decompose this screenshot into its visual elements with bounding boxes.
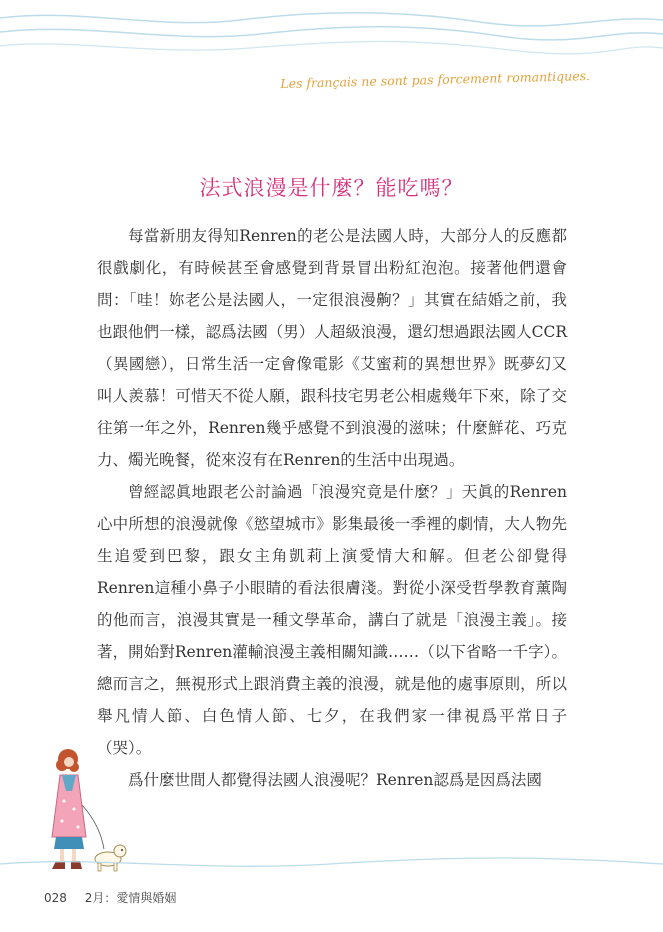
paragraph-1: 每當新朋友得知Renren的老公是法國人時，大部分人的反應都很戲劇化，有時候甚至會感覺到背景冒出粉紅泡泡。接著他們還會問：「哇！妳老公是法國人，一定很浪漫齁？」其實在結婚之前，我也跟他們一樣，認爲法國（男）人超級浪漫，還幻想過跟法國人CCR（異國戀），日常生活一定會像電影《艾蜜莉的異想世界》既夢幻又叫人羨慕！可惜天不從人願，跟科技宅男老公相處幾年下來，除了交往第一年之外，Renren幾乎感覺不到浪漫的滋味；什麼鮮花、巧克力、燭光晚餐，從來沒有在Renren的生活中出現過。 [97, 227, 567, 469]
paragraph-3: 爲什麼世間人都覺得法國人浪漫呢？Renren認爲是因爲法國 [128, 771, 542, 789]
header-tagline: Les français ne sont pas forcement romantiques. [280, 68, 591, 92]
footer-wave-decoration [0, 852, 663, 876]
page-number: 028 [44, 891, 67, 905]
article-body [97, 220, 567, 796]
page-footer [44, 889, 176, 906]
header-wave-decoration [0, 0, 663, 60]
article-title: 法式浪漫是什麼？能吃嗎？ [199, 176, 464, 200]
paragraph-2: 曾經認眞地跟老公討論過「浪漫究竟是什麼？」天眞的Renren心中所想的浪漫就像《慾望城市》影集最後一季裡的劇情，大人物先生追愛到巴黎，跟女主角凱莉上演愛情大和解。但老公卻覺得Renren這種小鼻子小眼睛的看法很膚淺。對從小深受哲學教育薰陶的他而言，浪漫其實是一種文學革命，講白了就是「浪漫主義」。接著，開始對Renren灌輸浪漫主義相關知識……（以下省略一千字）。總而言之，無視形式上跟消費主義的浪漫，就是他的處事原則，所以舉凡情人節、白色情人節、七夕，在我們家一律視爲平常日子（哭）。 [97, 483, 567, 757]
section-label: 2月：愛情與婚姻 [84, 891, 177, 905]
